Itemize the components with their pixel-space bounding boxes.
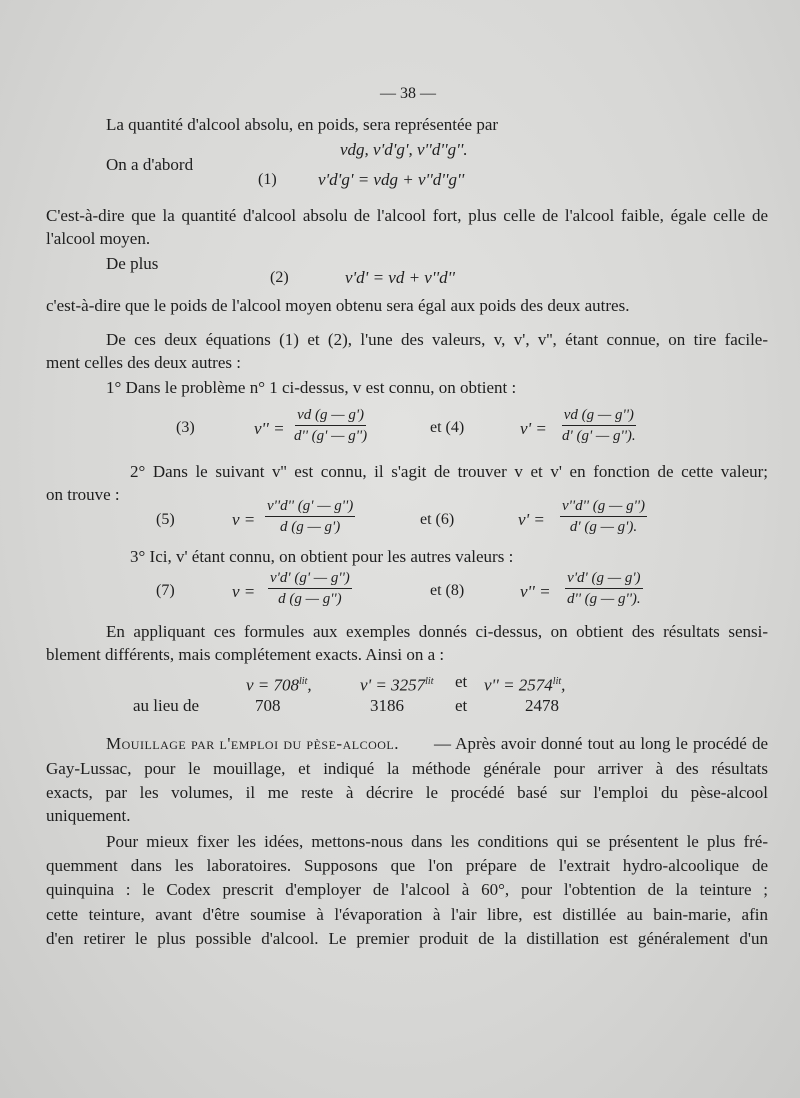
denominator: d'' (g — g''). — [567, 591, 641, 607]
text-line: La quantité d'alcool absolu, en poids, sera représentée par — [106, 115, 499, 134]
denominator: d' (g' — g''). — [562, 428, 636, 444]
paragraph-line: blement différents, mais complétement exacts. Ainsi on a : — [46, 645, 445, 664]
equation-lhs: v' = — [518, 510, 545, 529]
paragraph-line: Gay-Lussac, pour le mouillage, et indiqué la méthode générale pour arriver à des résultats — [46, 759, 768, 778]
numerator: vd (g — g'') — [562, 406, 636, 426]
result-v-value: v = 708 — [246, 675, 300, 695]
old-value-vsecond: 2478 — [525, 696, 559, 715]
equation-1: v'd'g' = vdg + v''d''g'' — [318, 170, 465, 189]
old-et: et — [455, 696, 468, 715]
result-separator: , — [561, 675, 566, 695]
denominator: d' (g — g'). — [569, 519, 638, 535]
case-line: 2° Dans le suivant v'' est connu, il s'agit de trouver v et v' en fonction de cette valeur; — [130, 462, 768, 481]
equation-label: (1) — [258, 171, 277, 188]
denominator: d (g — g') — [279, 519, 341, 535]
connector-et: et (6) — [420, 511, 455, 528]
paragraph-line: l'alcool moyen. — [46, 229, 151, 248]
result-vprime-value: v' = 3257 — [360, 675, 426, 695]
section-heading: Mouillage par l'emploi du pèse-alcool. — [106, 734, 399, 753]
result-vprime — [360, 672, 434, 696]
connector-et: et (8) — [430, 582, 465, 599]
result-vsecond — [484, 672, 565, 696]
numerator: v'd' (g — g') — [565, 569, 642, 589]
paragraph-line: De ces deux équations (1) et (2), l'une des valeurs, v, v', v'', étant connue, on tire facile- — [106, 330, 768, 349]
case-line: 3° Ici, v' étant connu, on obtient pour les autres valeurs : — [130, 547, 514, 566]
old-value-v: 708 — [255, 696, 281, 715]
au-lieu-de: au lieu de — [133, 696, 200, 715]
result-et: et — [455, 672, 468, 691]
fraction-4 — [560, 406, 638, 445]
unit-superscript: lit — [552, 676, 562, 687]
page-number: — 38 — — [380, 85, 436, 102]
paragraph-line: quemment dans les laboratoires. Supposons que l'on prépare de l'extrait hydro-alcoolique de — [46, 856, 768, 875]
unit-superscript: lit — [299, 676, 308, 687]
paragraph-line: En appliquant ces formules aux exemples donnés ci-dessus, on obtient des résultats sensi- — [106, 622, 768, 641]
result-v — [246, 672, 312, 696]
fraction-6 — [560, 497, 647, 536]
connector-et: et (4) — [430, 419, 465, 436]
paragraph-line: Pour mieux fixer les idées, mettons-nous dans les conditions qui se présentent le plus fré- — [106, 832, 768, 851]
paragraph-line: quinquina : le Codex prescrit d'employer de l'alcool à 60°, pour l'obtention de la teinture ; — [46, 880, 768, 899]
case-line: 1° Dans le problème n° 1 ci-dessus, v est connu, on obtient : — [106, 378, 517, 397]
fraction-8 — [565, 569, 643, 608]
numerator: vd (g — g') — [295, 406, 366, 426]
text-line: De plus — [106, 254, 159, 273]
equation-label: (3) — [176, 419, 195, 436]
paragraph-line: — Après avoir donné tout au long le procédé de — [434, 734, 768, 753]
numerator: v'd' (g' — g'') — [268, 569, 352, 589]
paragraph-line: cette teinture, avant d'être soumise à l'évaporation à l'air libre, est distillée au bain-marie, afin — [46, 905, 768, 924]
paragraph-line: c'est-à-dire que le poids de l'alcool moyen obtenu sera égal aux poids des deux autres. — [46, 296, 630, 315]
equation-label: (5) — [156, 511, 175, 528]
fraction-5 — [265, 497, 355, 536]
denominator: d'' (g' — g'') — [294, 428, 368, 444]
numerator: v''d'' (g — g'') — [560, 497, 647, 517]
equation-lhs: v'' = — [254, 419, 285, 438]
paragraph-line: uniquement. — [46, 806, 131, 825]
result-separator: , — [307, 675, 312, 695]
denominator: d (g — g'') — [278, 591, 342, 607]
equation-lhs: v' = — [520, 419, 547, 438]
equation-lhs: v'' = — [520, 582, 551, 601]
text-line: On a d'abord — [106, 155, 194, 174]
equation-lhs: v = — [232, 510, 256, 529]
fraction-3 — [292, 406, 369, 445]
case-line: on trouve : — [46, 485, 120, 504]
formula-products: vdg, v'd'g', v''d''g''. — [340, 140, 468, 159]
paragraph-line: C'est-à-dire que la quantité d'alcool absolu de l'alcool fort, plus celle de l'alcool faible, égale celle de — [46, 206, 768, 225]
result-vsecond-value: v'' = 2574 — [484, 675, 553, 695]
paragraph-line: d'en retirer le plus possible d'alcool. Le premier produit de la distillation est généralement d'un — [46, 929, 768, 948]
fraction-7 — [268, 569, 352, 608]
equation-lhs: v = — [232, 582, 256, 601]
paragraph-line: exacts, par les volumes, il me reste à décrire le procédé basé sur l'emploi du pèse-alcool — [46, 783, 768, 802]
old-value-vprime: 3186 — [370, 696, 404, 715]
equation-2: v'd' = vd + v''d'' — [345, 268, 455, 287]
unit-superscript: lit — [425, 676, 434, 687]
paragraph-line: ment celles des deux autres : — [46, 353, 241, 372]
equation-label: (7) — [156, 582, 175, 599]
equation-label: (2) — [270, 269, 289, 286]
numerator: v''d'' (g' — g'') — [265, 497, 355, 517]
